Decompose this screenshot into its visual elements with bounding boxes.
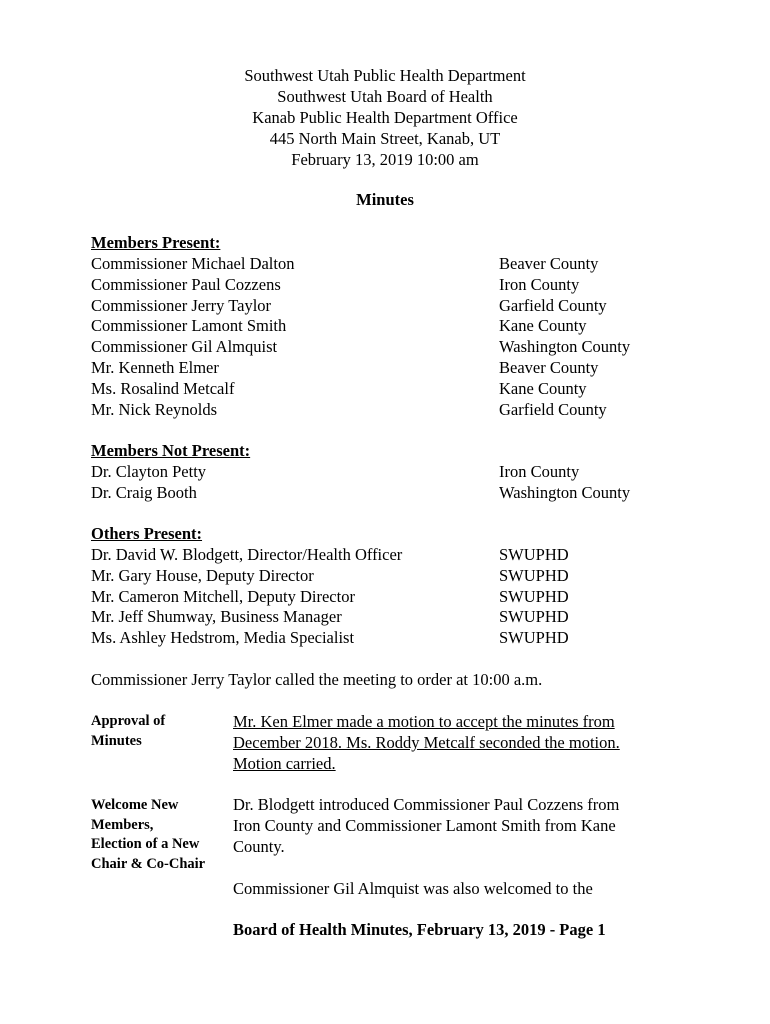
attendee-name: Ms. Ashley Hedstrom, Media Specialist xyxy=(91,628,355,648)
member-row xyxy=(91,254,691,275)
welcome-text xyxy=(233,795,663,857)
header-line-date: February 13, 2019 10:00 am xyxy=(291,150,479,169)
member-name: Commissioner Lamont Smith xyxy=(91,316,287,336)
approval-label xyxy=(91,712,226,751)
approval-text xyxy=(233,712,663,774)
header-line-organization: Southwest Utah Public Health Department xyxy=(244,66,526,85)
member-row xyxy=(91,400,691,421)
header-line-office: Kanab Public Health Department Office xyxy=(252,108,518,127)
welcome-text-continued: Commissioner Gil Almquist was also welcomed to the xyxy=(233,879,593,898)
attendee-affiliation: SWUPHD xyxy=(499,565,569,585)
header-line-board: Southwest Utah Board of Health xyxy=(277,87,493,106)
member-affiliation: Garfield County xyxy=(499,399,607,419)
attendee-name: Mr. Cameron Mitchell, Deputy Director xyxy=(91,586,355,606)
approval-label-line: Approval of xyxy=(91,713,166,729)
member-row xyxy=(91,483,691,504)
approval-label-line: Minutes xyxy=(91,732,142,749)
approval-text-line: Mr. Ken Elmer made a motion to accept the minutes from xyxy=(233,712,615,731)
member-affiliation: Iron County xyxy=(499,274,580,294)
attendee-name: Mr. Gary House, Deputy Director xyxy=(91,565,314,585)
member-name: Mr. Kenneth Elmer xyxy=(91,357,219,377)
welcome-text-line: Dr. Blodgett introduced Commissioner Paul Cozzens from xyxy=(233,795,620,814)
others-present-heading: Others Present: xyxy=(91,524,203,543)
members-present-heading: Members Present: xyxy=(91,233,221,252)
welcome-label xyxy=(91,796,226,874)
attendee-affiliation: SWUPHD xyxy=(499,607,569,627)
member-name: Mr. Nick Reynolds xyxy=(91,399,218,419)
member-affiliation: Kane County xyxy=(499,378,587,398)
welcome-label-line: Election of a New xyxy=(91,836,200,852)
member-row xyxy=(91,379,691,400)
members-not-present-section xyxy=(91,441,691,504)
attendee-affiliation: SWUPHD xyxy=(499,628,569,648)
attendee-name: Mr. Jeff Shumway, Business Manager xyxy=(91,607,342,627)
attendee-affiliation: SWUPHD xyxy=(499,586,569,606)
member-affiliation: Iron County xyxy=(499,462,580,481)
page-footer: Board of Health Minutes, February 13, 2019 - Page 1 xyxy=(233,920,606,939)
member-name: Commissioner Michael Dalton xyxy=(91,254,295,273)
document-header xyxy=(0,66,770,171)
welcome-label-line: Chair & Co-Chair xyxy=(91,855,206,872)
member-row xyxy=(91,358,691,379)
member-row xyxy=(91,316,691,337)
member-name: Ms. Rosalind Metcalf xyxy=(91,378,235,398)
member-affiliation: Washington County xyxy=(499,482,631,502)
document-title: Minutes xyxy=(356,190,414,209)
member-name: Dr. Craig Booth xyxy=(91,482,197,502)
member-row xyxy=(91,296,691,317)
member-name: Commissioner Paul Cozzens xyxy=(91,274,281,294)
others-present-section xyxy=(91,524,691,649)
member-affiliation: Beaver County xyxy=(499,254,599,273)
member-name: Dr. Clayton Petty xyxy=(91,462,207,481)
attendee-row xyxy=(91,566,691,587)
attendee-row xyxy=(91,587,691,608)
attendee-row xyxy=(91,628,691,649)
member-row xyxy=(91,462,691,483)
member-affiliation: Washington County xyxy=(499,337,631,357)
header-line-address: 445 North Main Street, Kanab, UT xyxy=(269,129,501,148)
member-affiliation: Garfield County xyxy=(499,295,607,315)
member-affiliation: Kane County xyxy=(499,316,587,336)
members-present-section xyxy=(91,233,691,420)
attendee-row xyxy=(91,607,691,628)
member-row xyxy=(91,275,691,296)
attendee-affiliation: SWUPHD xyxy=(499,545,569,564)
member-row xyxy=(91,337,691,358)
welcome-label-line: Members, xyxy=(91,816,154,833)
welcome-text-line: County. xyxy=(233,836,285,856)
welcome-label-line: Welcome New xyxy=(91,797,179,813)
call-to-order-text: Commissioner Jerry Taylor called the meeting to order at 10:00 a.m. xyxy=(91,670,543,689)
approval-text-line: December 2018. Ms. Roddy Metcalf seconded the motion. xyxy=(233,732,620,752)
approval-text-line: Motion carried. xyxy=(233,753,336,773)
welcome-text-line: Iron County and Commissioner Lamont Smith from Kane xyxy=(233,815,616,835)
members-not-present-heading: Members Not Present: xyxy=(91,441,251,460)
member-affiliation: Beaver County xyxy=(499,357,599,377)
member-name: Commissioner Jerry Taylor xyxy=(91,295,272,315)
attendee-row xyxy=(91,545,691,566)
member-name: Commissioner Gil Almquist xyxy=(91,337,278,357)
attendee-name: Dr. David W. Blodgett, Director/Health Officer xyxy=(91,545,403,564)
